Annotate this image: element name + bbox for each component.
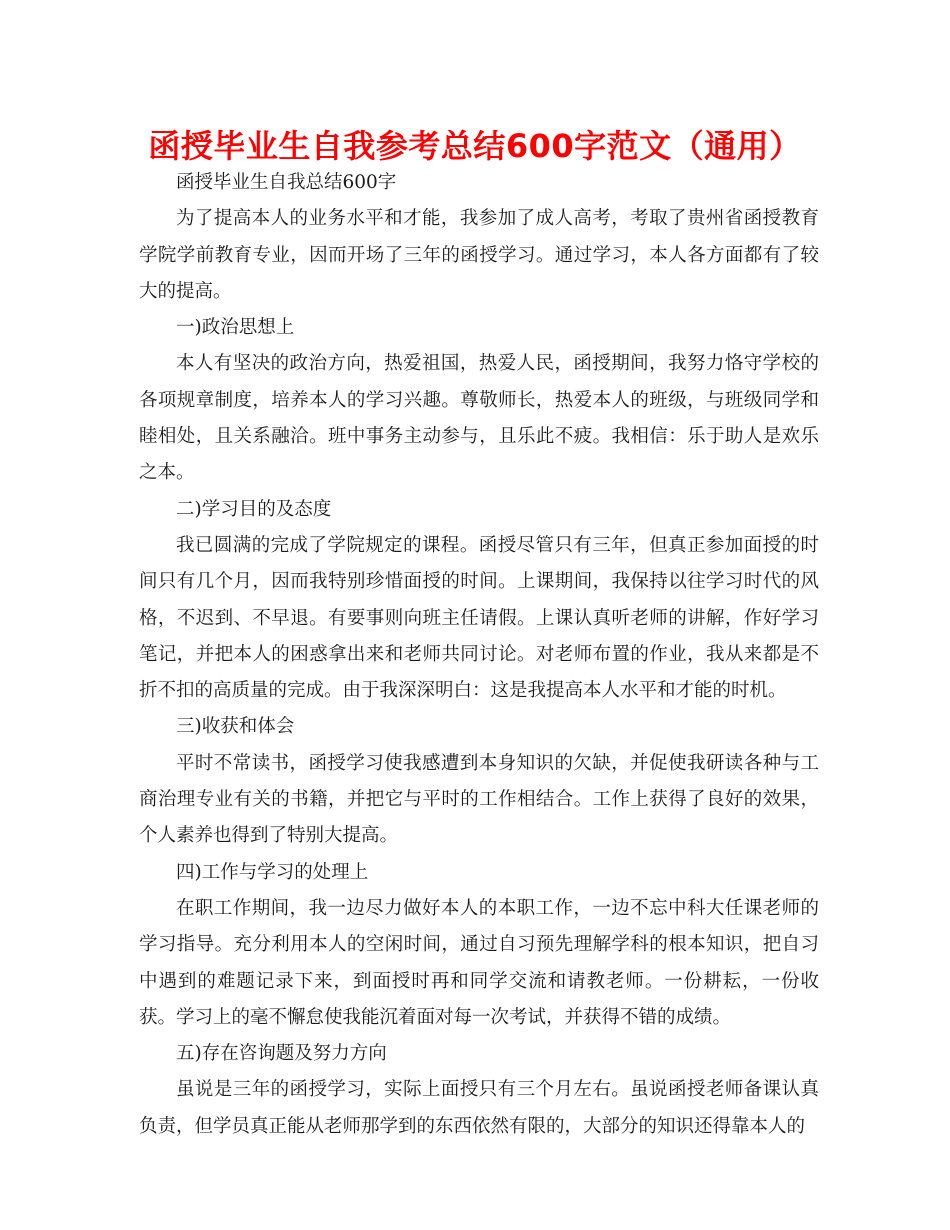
problems-paragraph: 虽说是三年的函授学习，实际上面授只有三个月左右。虽说函授老师备课认真负责，但学员真正能从老师那学到的东西依然有限的，大部分的知识还得靠本人的 — [139, 1079, 819, 1137]
section-heading-gains: 三)收获和体会 — [176, 716, 295, 738]
section-heading-study-goals: 二)学习目的及态度 — [176, 498, 332, 520]
subtitle-paragraph: 函授毕业生自我总结600字 — [176, 172, 397, 193]
section-heading-politics: 一)政治思想上 — [176, 317, 295, 339]
politics-paragraph: 本人有坚决的政治方向，热爱祖国，热爱人民，函授期间，我努力恪守学校的各项规章制度，培养本人的学习兴趣。尊敬师长，热爱本人的班级，与班级同学和睦相处，且关系融洽。班中事务主动参与，且乐此不疲。我相信：乐于助人是欢乐之本。 — [139, 353, 819, 484]
document-body — [139, 165, 819, 1145]
document-title: 函授毕业生自我参考总结600字范文（通用） — [148, 127, 802, 165]
intro-paragraph: 为了提高本人的业务水平和才能，我参加了成人高考，考取了贵州省函授教育学院学前教育专业，因而开场了三年的函授学习。通过学习，本人各方面都有了较大的提高。 — [139, 208, 819, 302]
work-study-paragraph: 在职工作期间，我一边尽力做好本人的本职工作，一边不忘中科大任课老师的学习指导。充分利用本人的空闲时间，通过自习预先理解学科的根本知识，把自习中遇到的难题记录下来，到面授时再和同学交流和请教老师。一份耕耘，一份收获。学习上的毫不懈怠使我能沉着面对每一次考试，并获得不错的成绩。 — [139, 897, 819, 1028]
gains-paragraph: 平时不常读书，函授学习使我感遭到本身知识的欠缺，并促使我研读各种与工商治理专业有关的书籍，并把它与平时的工作相结合。工作上获得了良好的效果，个人素养也得到了特别大提高。 — [139, 752, 819, 847]
section-heading-problems: 五)存在咨询题及努力方向 — [176, 1043, 387, 1065]
study-goals-paragraph: 我已圆满的完成了学院规定的课程。函授尽管只有三年，但真正参加面授的时间只有几个月，因而我特别珍惜面授的时间。上课期间，我保持以往学习时代的风格，不迟到、不早退。有要事则向班主任请假。上课认真听老师的讲解，作好学习笔记，并把本人的困惑拿出来和老师共同讨论。对老师布置的作业，我从来都是不折不扣的高质量的完成。由于我深深明白：这是我提高本人水平和才能的时机。 — [139, 534, 819, 702]
section-heading-work-study: 四)工作与学习的处理上 — [176, 861, 369, 883]
